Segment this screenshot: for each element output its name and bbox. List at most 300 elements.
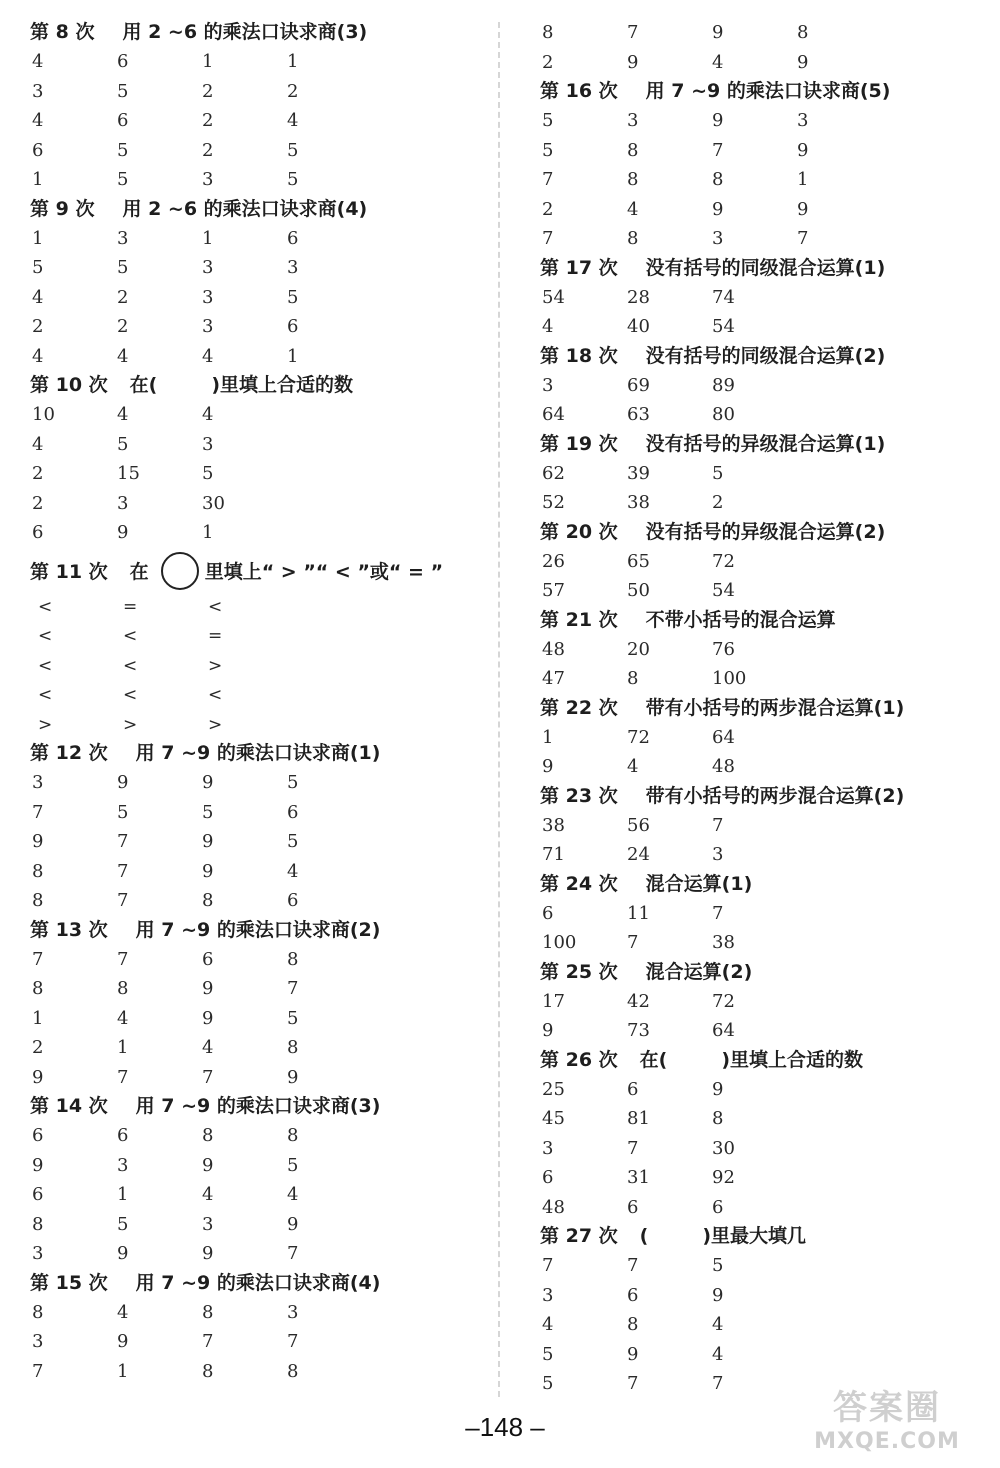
answer-cell: 6	[117, 51, 129, 72]
answer-cell: 100	[542, 932, 577, 953]
section-label: 第 18 次	[540, 344, 618, 367]
answer-cell: 8	[712, 169, 724, 190]
answer-cell: 9	[202, 860, 214, 882]
answer-cell: 5	[712, 1255, 724, 1276]
answer-cell: 5	[542, 1373, 554, 1394]
left-column	[30, 18, 490, 1386]
section-label: 第 19 次	[540, 432, 618, 455]
section-label: 第 24 次	[540, 872, 618, 895]
answer-cell: 64	[712, 726, 735, 748]
answer-cell: 3	[712, 844, 724, 865]
answer-cell: <	[38, 655, 53, 676]
answer-cell: 3	[202, 169, 214, 190]
answer-cell: 4	[117, 1007, 129, 1029]
answer-row	[30, 1121, 490, 1151]
answer-cell: >	[208, 714, 223, 735]
section-title	[30, 552, 490, 592]
answer-cell: 2	[32, 316, 44, 337]
answer-cell: 8	[712, 1108, 724, 1129]
answer-cell: 3	[542, 374, 554, 396]
answer-cell: 7	[712, 139, 724, 161]
answer-cell: 69	[627, 374, 650, 396]
section-title	[540, 606, 980, 635]
answer-cell: 2	[202, 110, 214, 131]
answer-cell: 5	[287, 1007, 299, 1029]
answer-row	[540, 1163, 980, 1193]
exercise-section	[30, 739, 490, 916]
answer-cell: <	[123, 655, 138, 676]
answer-cell: 3	[117, 492, 129, 514]
answer-cell: =	[208, 626, 223, 646]
answer-row	[540, 811, 980, 841]
answer-cell: 9	[202, 1243, 214, 1264]
answer-row	[30, 253, 490, 283]
answer-cell: 7	[287, 1243, 299, 1264]
answer-cell: 5	[542, 110, 554, 131]
answer-row	[30, 518, 490, 548]
answer-cell: 5	[117, 257, 129, 278]
section-title	[540, 958, 980, 987]
answer-cell: 3	[627, 110, 639, 131]
section-label: 第 10 次	[30, 374, 108, 396]
answer-row	[30, 224, 490, 254]
answer-cell: 2	[32, 463, 44, 484]
answer-cell: 4	[117, 345, 129, 367]
answer-row	[540, 1281, 980, 1311]
answer-cell: 7	[202, 1066, 214, 1088]
answer-cell: 48	[542, 638, 565, 660]
answer-cell: 6	[287, 890, 299, 911]
section-topic: )里填上合适的数	[211, 374, 354, 396]
answer-cell: 8	[627, 139, 639, 161]
answer-cell: 47	[542, 668, 565, 689]
answer-cell: 64	[542, 404, 565, 425]
exercise-section	[30, 916, 490, 1093]
answer-cell: 7	[117, 1066, 129, 1088]
answer-cell: 7	[287, 978, 299, 999]
answer-row	[540, 1193, 980, 1223]
section-label: 第 25 次	[540, 960, 618, 983]
answer-cell: 6	[287, 227, 299, 249]
column-divider	[498, 22, 500, 1397]
section-label: 第 13 次	[30, 918, 108, 941]
answer-cell: 15	[117, 463, 140, 484]
answer-cell: 38	[542, 814, 565, 836]
answer-cell: 11	[627, 902, 650, 924]
answer-cell: 3	[117, 227, 129, 249]
answer-cell: 76	[712, 638, 735, 660]
answer-cell: 89	[712, 374, 735, 396]
answer-cell: 6	[32, 1184, 44, 1205]
answer-cell: 9	[712, 198, 724, 220]
answer-cell: 28	[627, 286, 650, 308]
answer-cell: 72	[712, 990, 735, 1012]
answer-row	[30, 1298, 490, 1328]
answer-cell: 7	[627, 1373, 639, 1394]
answer-cell: >	[208, 655, 223, 676]
answer-cell: 3	[542, 1137, 554, 1159]
exercise-section	[30, 1269, 490, 1387]
answer-cell: 4	[627, 756, 639, 777]
answer-cell: 2	[117, 316, 129, 337]
answer-cell: 9	[712, 110, 724, 131]
section-title	[540, 782, 980, 811]
section-title	[540, 254, 980, 283]
answer-cell: 6	[627, 1078, 639, 1100]
answer-cell: 1	[32, 227, 44, 249]
answer-cell: 8	[202, 890, 214, 911]
answer-row	[540, 312, 980, 342]
answer-row	[540, 48, 980, 78]
answer-cell: 2	[202, 80, 214, 102]
answer-cell: 2	[117, 286, 129, 308]
answer-cell: 6	[542, 1167, 554, 1188]
section-title-lead: 在	[129, 561, 149, 583]
answer-cell: 7	[542, 169, 554, 190]
answer-cell: 3	[202, 316, 214, 337]
exercise-section	[30, 1092, 490, 1269]
answer-cell: <	[38, 685, 53, 705]
section-topic: 没有括号的异级混合运算(1)	[645, 432, 886, 455]
answer-cell: 8	[32, 1301, 44, 1323]
answer-cell: 9	[542, 1020, 554, 1041]
answer-cell: <	[38, 596, 53, 617]
section-topic: 用 2 ~6 的乘法口诀求商(4)	[122, 197, 368, 220]
section-topic: 里填上“ > ”“ < ”或“ = ”	[204, 561, 444, 583]
exercise-section	[540, 1222, 980, 1399]
answer-cell: 6	[202, 948, 214, 970]
answer-cell: 24	[627, 844, 650, 865]
answer-cell: 9	[797, 51, 809, 73]
exercise-section	[30, 195, 490, 372]
answer-cell: 7	[117, 890, 129, 911]
page-number: –148 –	[465, 1412, 545, 1442]
answer-cell: <	[208, 685, 223, 705]
answer-cell: 6	[542, 902, 554, 924]
section-title-lead: 在(	[639, 1048, 668, 1071]
answer-cell: 74	[712, 286, 735, 308]
section-title	[30, 739, 490, 768]
answer-row	[30, 165, 490, 195]
answer-row	[30, 710, 490, 740]
answer-row	[540, 635, 980, 665]
answer-cell: 56	[627, 814, 650, 836]
answer-cell: 9	[117, 522, 129, 543]
answer-row	[30, 430, 490, 460]
section-topic: 没有括号的同级混合运算(1)	[645, 256, 886, 279]
answer-cell: 4	[712, 1314, 724, 1335]
answer-row	[540, 928, 980, 958]
answer-cell: 5	[287, 139, 299, 161]
section-topic: 混合运算(2)	[645, 960, 753, 983]
answer-cell: 9	[712, 1078, 724, 1100]
answer-cell: 17	[542, 990, 565, 1012]
answer-cell: 7	[542, 1255, 554, 1276]
answer-row	[540, 18, 980, 48]
section-title-lead: 在(	[129, 374, 158, 396]
answer-cell: 9	[712, 22, 724, 43]
exercise-section	[30, 18, 490, 195]
answer-cell: 5	[117, 169, 129, 190]
answer-cell: 8	[32, 1213, 44, 1235]
answer-row	[30, 592, 490, 622]
answer-cell: 8	[627, 668, 639, 689]
answer-cell: 4	[287, 110, 299, 131]
answer-cell: 7	[542, 228, 554, 249]
answer-cell: 20	[627, 638, 650, 660]
answer-row	[30, 47, 490, 77]
answer-cell: 9	[797, 198, 809, 220]
answer-cell: 3	[287, 1301, 299, 1323]
answer-cell: 2	[287, 80, 299, 102]
answer-cell: <	[38, 626, 53, 646]
circle-icon	[161, 552, 199, 590]
answer-row	[540, 723, 980, 753]
answer-cell: 1	[202, 51, 214, 72]
answer-cell: 9	[202, 772, 214, 793]
exercise-section	[30, 371, 490, 548]
answer-cell: 31	[627, 1167, 650, 1188]
answer-cell: 4	[32, 110, 44, 131]
answer-row	[30, 1180, 490, 1210]
answer-cell: 6	[32, 522, 44, 543]
answer-cell: 3	[32, 80, 44, 102]
answer-cell: 42	[627, 990, 650, 1012]
answer-cell: 3	[32, 772, 44, 793]
answer-row	[540, 987, 980, 1017]
answer-cell: <	[123, 626, 138, 646]
answer-cell: >	[123, 714, 138, 735]
answer-cell: 8	[797, 22, 809, 43]
section-title	[540, 1046, 980, 1075]
answer-row	[30, 77, 490, 107]
answer-cell: 5	[287, 1154, 299, 1176]
section-topic: 没有括号的异级混合运算(2)	[645, 520, 886, 543]
answer-cell: 7	[117, 948, 129, 970]
answer-cell: 8	[117, 978, 129, 999]
answer-cell: 8	[627, 169, 639, 190]
answer-cell: 7	[712, 902, 724, 924]
answer-cell: 4	[542, 316, 554, 337]
answer-cell: 7	[712, 1373, 724, 1394]
answer-cell: 4	[32, 51, 44, 72]
answer-cell: 1	[202, 227, 214, 249]
answer-row	[30, 945, 490, 975]
answer-cell: 7	[712, 814, 724, 836]
answer-cell: 10	[32, 404, 55, 425]
section-topic: )里填上合适的数	[721, 1048, 864, 1071]
answer-row	[540, 664, 980, 694]
answer-row	[30, 283, 490, 313]
answer-cell: 8	[627, 1314, 639, 1335]
answer-cell: 6	[32, 1125, 44, 1146]
answer-cell: 64	[712, 1020, 735, 1041]
answer-cell: 5	[287, 772, 299, 793]
answer-row	[540, 106, 980, 136]
answer-cell: 81	[627, 1108, 650, 1129]
exercise-section	[540, 430, 980, 518]
section-topic: )里最大填几	[702, 1225, 807, 1247]
section-title-lead: (	[639, 1225, 649, 1247]
answer-cell: 4	[712, 51, 724, 73]
answer-cell: 26	[542, 550, 565, 572]
answer-cell: 54	[712, 316, 735, 337]
answer-cell: 1	[797, 169, 809, 190]
answer-cell: 9	[32, 831, 44, 852]
exercise-section	[540, 958, 980, 1046]
answer-row	[30, 312, 490, 342]
answer-cell: 4	[287, 860, 299, 882]
answer-cell: 3	[32, 1331, 44, 1352]
answer-cell: 9	[542, 756, 554, 777]
section-title	[30, 916, 490, 945]
answer-cell: 6	[117, 1125, 129, 1146]
answer-cell: 7	[32, 801, 44, 823]
section-label: 第 27 次	[540, 1225, 618, 1247]
answer-row	[30, 886, 490, 916]
section-label: 第 23 次	[540, 784, 618, 807]
answer-cell: 9	[117, 1243, 129, 1264]
section-label: 第 20 次	[540, 520, 618, 543]
answer-cell: 9	[117, 1331, 129, 1352]
section-label: 第 8 次	[30, 21, 95, 43]
answer-row	[30, 680, 490, 710]
answer-cell: 3	[202, 286, 214, 308]
answer-cell: <	[123, 685, 138, 705]
answer-row	[540, 195, 980, 225]
answer-cell: 5	[287, 169, 299, 190]
answer-cell: 92	[712, 1167, 735, 1188]
answer-cell: 5	[117, 80, 129, 102]
exercise-section	[540, 518, 980, 606]
answer-cell: 5	[542, 139, 554, 161]
section-title	[30, 18, 490, 47]
watermark-en: MXQE.COM	[814, 1429, 960, 1454]
answer-cell: 52	[542, 492, 565, 513]
answer-row	[540, 165, 980, 195]
answer-row	[540, 1310, 980, 1340]
answer-row	[30, 798, 490, 828]
answer-cell: 2	[32, 492, 44, 514]
answer-cell: 4	[202, 345, 214, 367]
answer-row	[30, 342, 490, 372]
answer-cell: 1	[32, 1007, 44, 1029]
answer-cell: 8	[202, 1125, 214, 1146]
answer-cell: 9	[287, 1066, 299, 1088]
section-label: 第 17 次	[540, 256, 618, 279]
answer-cell: 65	[627, 550, 650, 572]
answer-row	[30, 857, 490, 887]
answer-row	[30, 768, 490, 798]
exercise-section	[540, 254, 980, 342]
answer-cell: 5	[542, 1343, 554, 1365]
answer-row	[540, 283, 980, 313]
answer-cell: 72	[712, 550, 735, 572]
answer-cell: 5	[202, 801, 214, 823]
answer-cell: 7	[627, 1137, 639, 1159]
section-topic: 用 7 ~9 的乘法口诀求商(2)	[135, 918, 381, 941]
answer-cell: 3	[542, 1284, 554, 1306]
section-title	[540, 342, 980, 371]
answer-cell: 4	[117, 404, 129, 425]
answer-cell: 8	[627, 228, 639, 249]
answer-cell: <	[208, 596, 223, 617]
answer-cell: 30	[712, 1137, 735, 1159]
section-title	[540, 77, 980, 106]
answer-cell: 1	[202, 522, 214, 543]
answer-cell: 4	[627, 198, 639, 220]
answer-cell: 5	[712, 462, 724, 484]
answer-cell: 71	[542, 844, 565, 865]
answer-row	[30, 974, 490, 1004]
section-label: 第 14 次	[30, 1095, 108, 1117]
answer-row	[540, 488, 980, 518]
answer-row	[30, 489, 490, 519]
answer-cell: 7	[627, 22, 639, 43]
section-topic: 用 7 ~9 的乘法口诀求商(1)	[135, 742, 381, 764]
answer-cell: 39	[627, 462, 650, 484]
watermark-logo	[792, 1380, 982, 1454]
answer-cell: 6	[287, 316, 299, 337]
answer-cell: 9	[712, 1284, 724, 1306]
exercise-section	[540, 782, 980, 870]
answer-row	[30, 621, 490, 651]
answer-cell: 1	[287, 51, 299, 72]
answer-cell: 1	[117, 1037, 129, 1058]
answer-cell: 7	[627, 1255, 639, 1276]
section-topic: 没有括号的同级混合运算(2)	[645, 344, 886, 367]
exercise-section	[30, 552, 490, 740]
answer-cell: 6	[627, 1284, 639, 1306]
exercise-section	[540, 606, 980, 694]
exercise-section	[540, 694, 980, 782]
answer-cell: 5	[117, 139, 129, 161]
answer-row	[30, 1357, 490, 1387]
section-label: 第 16 次	[540, 80, 618, 102]
answer-cell: 4	[32, 433, 44, 455]
answer-cell: 4	[202, 1184, 214, 1205]
answer-cell: 2	[202, 139, 214, 161]
answer-cell: 3	[287, 257, 299, 278]
answer-row	[540, 400, 980, 430]
answer-row	[30, 1004, 490, 1034]
answer-cell: 8	[542, 22, 554, 43]
answer-row	[30, 651, 490, 681]
answer-row	[30, 1239, 490, 1269]
watermark-cn: 答案圈	[833, 1388, 941, 1428]
section-title	[30, 371, 490, 400]
answer-cell: 8	[287, 1360, 299, 1382]
exercise-section	[540, 342, 980, 430]
section-title	[540, 870, 980, 899]
answer-row	[30, 1063, 490, 1093]
answer-cell: 9	[627, 1343, 639, 1365]
answer-cell: 4	[32, 345, 44, 367]
answer-row	[540, 752, 980, 782]
section-label: 第 12 次	[30, 742, 108, 764]
answer-cell: 6	[287, 801, 299, 823]
answer-cell: 9	[287, 1213, 299, 1235]
answer-cell: =	[123, 596, 138, 617]
answer-cell: 1	[117, 1184, 129, 1205]
answer-row	[30, 827, 490, 857]
answer-cell: 7	[117, 860, 129, 882]
answer-cell: 62	[542, 462, 565, 484]
section-topic: 用 7 ~9 的乘法口诀求商(5)	[645, 80, 891, 102]
answer-cell: 9	[202, 1007, 214, 1029]
answer-cell: 6	[712, 1196, 724, 1218]
answer-cell: 8	[32, 860, 44, 882]
